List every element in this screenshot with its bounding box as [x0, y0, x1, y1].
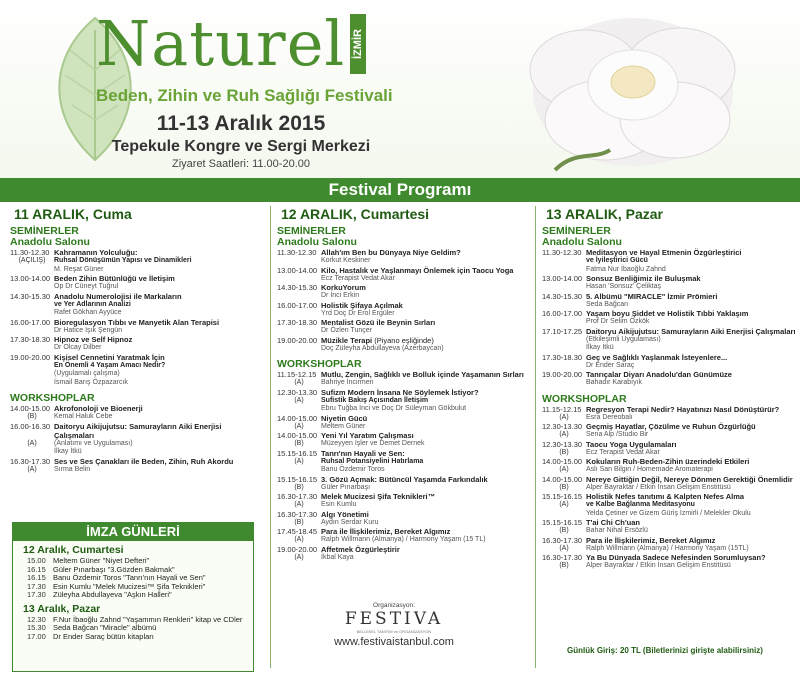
- hall-code: (A): [559, 544, 569, 552]
- session-speaker: Dr Özlen Tunçer: [321, 327, 372, 334]
- session-title: Nereye Gittiğin Değil, Nereye Dönmen Gerektiği Önemlidir: [586, 474, 793, 484]
- hall-code: (B): [559, 448, 569, 456]
- session-speaker: Bahar Nihal Ersözlü: [586, 527, 648, 534]
- session-title: 5. Albümü "MIRACLE" İzmir Prömieri: [586, 291, 718, 301]
- session-subline: [542, 466, 800, 475]
- day2-title: 12 ARALIK, Cumartesi: [281, 206, 430, 222]
- day1-seminars-heading: SEMİNERLER: [10, 225, 79, 237]
- session-time: 15.15-16.15: [277, 448, 318, 458]
- session-speaker: Ecz Terapist Vedat Akar: [586, 448, 660, 456]
- day3-seminars-heading: SEMİNERLER: [542, 225, 611, 237]
- session-title: Kokuların Ruh-Beden-Zihin üzerindeki Etkileri: [586, 457, 750, 466]
- hall-code: (A): [294, 457, 304, 465]
- session-title: Daitoryu Aikijujutsu: Samurayların Aiki Enerjisi Çalışmaları: [54, 421, 222, 440]
- session-time: 16.30-17.30: [542, 553, 583, 562]
- session-time: 14.30-15.30: [10, 291, 51, 301]
- session-title-line2: ve İyileştirici Gücü: [586, 257, 648, 264]
- seminar-item: [542, 370, 800, 379]
- seminar-item: [10, 248, 260, 257]
- signing-time: 17.30: [27, 581, 46, 591]
- session-time: 13.00-14.00: [542, 274, 583, 283]
- session-note: [10, 301, 54, 310]
- session-title: Affetmek Özgürleştirir: [321, 544, 400, 554]
- hall-code: (B): [294, 518, 304, 526]
- session-title: KorkuYorum: [321, 283, 366, 292]
- workshop-item: [542, 457, 800, 466]
- session-subline: [10, 362, 260, 371]
- day3-title: 13 ARALIK, Pazar: [546, 206, 663, 222]
- session-speaker: Prof Dr Selim Özkök: [586, 318, 650, 325]
- signing-text: Dr Ender Saraç bütün kitapları: [53, 631, 154, 641]
- seminar-item: [542, 274, 800, 283]
- session-speaker: Sena Alp /Studio Bir: [586, 431, 649, 438]
- day1-hall: Anadolu Salonu: [10, 236, 90, 248]
- session-subline: [277, 458, 535, 467]
- session-time: 16.00-17.00: [10, 317, 51, 327]
- session-title: Niyetin Gücü: [321, 413, 368, 423]
- signing-time: 17.30: [27, 590, 46, 599]
- workshop-item: [542, 553, 800, 562]
- workshop-item: [542, 422, 800, 431]
- day3-seminar-list: [542, 248, 800, 388]
- session-time: 13.00-14.00: [10, 274, 51, 283]
- session-speaker: Rafet Gökhan Ayyüce: [54, 309, 122, 316]
- session-time: 14.00-15.00: [542, 474, 583, 484]
- festival-dates: 11-13 Aralık 2015: [156, 112, 326, 135]
- signing-text: Seda Bağcan "Miracle" albümü: [53, 623, 157, 632]
- signing-time: 17.00: [27, 631, 46, 641]
- day2-workshops-heading: WORKSHOPLAR: [277, 358, 362, 370]
- workshop-item: [277, 492, 535, 501]
- seminar-item: [10, 318, 260, 327]
- workshop-item: [10, 422, 260, 440]
- session-title-note: (Piyano eşliğinde): [372, 335, 434, 345]
- session-title: Beden Zihin Bütünlüğü ve İletişim: [54, 274, 175, 283]
- session-speaker: (Uygulamalı çalışma): [54, 370, 120, 377]
- session-time: 14.00-15.00: [10, 404, 51, 413]
- session-subline: [542, 257, 800, 266]
- seminar-item: [277, 336, 535, 345]
- workshop-item: [277, 449, 535, 458]
- day1-workshop-list: [10, 404, 260, 474]
- workshop-item: [277, 475, 535, 484]
- session-time: 19.00-20.00: [542, 370, 583, 379]
- hall-code: (B): [559, 562, 569, 569]
- day2-seminar-list: [277, 248, 535, 353]
- session-time: 17.30-18.30: [277, 318, 318, 327]
- session-subline: [10, 257, 260, 266]
- session-speaker: Esra Dereobalı: [586, 413, 633, 421]
- day2-workshop-list: [277, 370, 535, 562]
- seminar-item: [277, 301, 535, 310]
- session-speaker: Ecz Terapist Vedat Akar: [321, 274, 395, 282]
- session-title: Mutlu, Zengin, Sağlıklı ve Bolluk içinde Yaşamanın Sırları: [321, 370, 524, 379]
- session-time: 16.00-17.00: [542, 309, 583, 318]
- logo-city-tag: İZMİR: [350, 14, 366, 74]
- session-time: 17.45-18.45: [277, 527, 318, 536]
- seminar-item: [542, 353, 800, 362]
- session-speaker: Esin Kumlu: [321, 501, 357, 508]
- session-subline: [542, 545, 800, 554]
- signing-row: [13, 591, 253, 600]
- session-time: 12.30-13.30: [542, 422, 583, 431]
- hall-code: (A): [559, 501, 569, 508]
- session-time: 16.30-17.30: [10, 456, 51, 466]
- day2-column: [270, 206, 535, 668]
- workshop-item: [542, 405, 800, 414]
- seminar-item: [542, 327, 800, 336]
- signing-text: Esin Kumlu "Melek Mucizesi™ Şifa Teknikleri": [53, 581, 206, 591]
- session-speaker: Bahriye İncirmen: [321, 379, 374, 386]
- seminar-item: [542, 248, 800, 257]
- session-speaker: (Etkileşimli Uygulaması): [586, 335, 661, 343]
- session-subline: [10, 413, 260, 422]
- peony-flower-image: [515, 0, 745, 178]
- session-title: Müzikle Terapi (Piyano eşliğinde): [321, 335, 434, 345]
- session-title: Algı Yönetimi: [321, 509, 369, 519]
- daily-entry-fee: Günlük Giriş: 20 TL (Biletlerinizi girişte alabilirsiniz): [567, 646, 763, 655]
- session-time: 13.00-14.00: [277, 265, 318, 275]
- workshop-item: [542, 518, 800, 527]
- seminar-item: [10, 335, 260, 344]
- workshop-item: [10, 457, 260, 466]
- session-title: Regresyon Terapi Nedir? Hayatınızı Nasıl Dönüştürür?: [586, 404, 780, 414]
- hall-code: (A): [294, 536, 304, 543]
- session-title-line2: En Önemli 4 Yaşam Amacı Nedir?: [54, 361, 166, 369]
- session-title: Melek Mucizesi Şifa Teknikleri™: [321, 492, 436, 501]
- session-speaker: Ralph Willmann (Almanya) / Harmony Yaşam (15TL): [586, 544, 749, 552]
- session-speaker: Müzeyyen İşler ve Demet Dernek: [321, 440, 425, 447]
- seminar-item: [542, 292, 800, 301]
- workshop-item: [277, 431, 535, 440]
- session-subline: [542, 431, 800, 440]
- session-title: Hipnoz ve Self Hipnoz: [54, 335, 133, 344]
- session-time: 16.30-17.30: [542, 535, 583, 545]
- hall-code: (B): [294, 483, 304, 491]
- session-speaker: Aslı San Bilgin / Homemade Aromaterapi: [586, 466, 713, 473]
- day3-column: [535, 206, 800, 668]
- session-speaker: (Anlatımı ve Uygulaması): [54, 439, 133, 447]
- session-time: 17.30-18.30: [10, 335, 51, 344]
- session-note: [10, 362, 54, 371]
- session-subline: [277, 554, 535, 563]
- session-subline: [277, 519, 535, 528]
- session-speaker: Korkut Keskiner: [321, 257, 371, 264]
- session-subline: [277, 484, 535, 493]
- session-speaker: İkbal Kaya: [321, 553, 354, 561]
- session-title: Tanrıçalar Diyarı Anadolu'dan Günümüze: [586, 370, 732, 379]
- seminar-item: [10, 353, 260, 362]
- hall-code: (A): [294, 501, 304, 508]
- session-time: 11.15-12.15: [542, 404, 582, 414]
- session-title-line2: ve Yer Adlarının Analizi: [54, 300, 131, 308]
- session-time: 15.15-16.15: [542, 518, 583, 527]
- organizer-logo: FESTIVA: [344, 609, 444, 629]
- session-title: Kahramanın Yolculuğu:: [54, 248, 138, 257]
- visiting-hours: Ziyaret Saatleri: 11.00-20.00: [172, 158, 310, 170]
- hall-code: (A): [559, 466, 569, 473]
- seminar-item: [277, 266, 535, 275]
- session-speaker: Op Dr Cüneyt Tuğrul: [54, 283, 119, 290]
- session-speaker: Bahadır Karabıyık: [586, 379, 643, 386]
- festival-venue: Tepekule Kongre ve Sergi Merkezi: [111, 138, 371, 155]
- session-subline: [277, 501, 535, 510]
- session-speaker: Dr Olcay Dilber: [54, 344, 102, 351]
- day1-seminar-list: [10, 248, 260, 387]
- session-time: 16.00-17.00: [277, 300, 318, 310]
- signing-text: Meltem Güner "Niyet Defteri": [53, 556, 150, 565]
- session-note: (AÇILIŞ): [18, 257, 46, 264]
- signing-text: F.Nur İbaoğlu Zahnd "Yaşammın Renkleri" kitap ve CDler: [53, 614, 243, 624]
- session-subline: [542, 562, 800, 571]
- session-title: Daitoryu Aikijujutsu: Samurayların Aiki Enerjisi Çalışmaları: [586, 326, 796, 336]
- session-speaker: Yrd Doç Dr Erol Ergüler: [321, 309, 395, 317]
- logo-wordmark: Naturel: [96, 7, 346, 80]
- session-time: 11.30-12.30: [277, 248, 317, 257]
- session-subline: [542, 449, 800, 458]
- session-title: Anadolu Numerolojisi ile Markaların: [54, 291, 182, 301]
- hall-code: (A): [294, 379, 304, 386]
- workshop-item: [277, 414, 535, 423]
- seminar-item: [10, 274, 260, 283]
- session-time: 17.10-17.25: [542, 326, 583, 336]
- session-title-line2: Ruhsal Potansiyelini Hatırlama: [321, 457, 424, 465]
- session-time: 11.15-12.15: [277, 370, 317, 379]
- session-title: Mentalist Gözü ile Beynin Sırları: [321, 318, 436, 327]
- session-time: 11.30-12.30: [10, 248, 50, 257]
- session-speaker: Kemal Haluk Cebe: [54, 413, 113, 420]
- organizer-label: Organizasyon:: [373, 602, 415, 609]
- session-subline: [277, 440, 535, 449]
- signing-row: [13, 633, 253, 642]
- signing-day-title: 13 Aralık, Pazar: [23, 602, 101, 615]
- session-time: 19.00-20.00: [277, 335, 318, 345]
- session-speaker: Aydın Serdar Kuru: [321, 518, 379, 526]
- hall-code: (A): [294, 553, 304, 561]
- session-title: Taocu Yoga Uygulamaları: [586, 439, 677, 449]
- session-time: 14.00-15.00: [277, 431, 318, 440]
- signing-days-title: İMZA GÜNLERİ: [13, 523, 253, 541]
- session-title: Meditasyon ve Hayal Etmenin Özgürleştirici: [586, 248, 742, 257]
- session-speaker: Seda Bağcan: [586, 300, 629, 308]
- session-time: 14.30-15.30: [277, 283, 318, 292]
- seminar-item: [10, 292, 260, 301]
- session-speaker: Ralph Willmann (Almanya) / Harmony Yaşam (15 TL): [321, 536, 486, 543]
- session-title: Geç ve Sağlıklı Yaşlanmak İsteyenlere...: [586, 352, 728, 362]
- hall-code: (B): [559, 527, 569, 534]
- session-subline: [277, 536, 535, 545]
- day3-workshops-heading: WORKSHOPLAR: [542, 392, 627, 405]
- workshop-item: [277, 527, 535, 536]
- session-time: 16.30-17.30: [277, 509, 318, 519]
- session-title: 3. Gözü Açmak: Bütüncül Yaşamda Farkındalık: [321, 474, 488, 484]
- session-speaker: Alper Bayraktar / Etkin İnsan Gelişim Enstitüsü: [586, 483, 731, 491]
- session-speaker-2: İsmail Barış Özpazarcık: [54, 378, 128, 386]
- session-subline: [542, 414, 800, 423]
- session-subline: [277, 423, 535, 432]
- signing-time: 12.30: [27, 614, 46, 624]
- session-title: Para ile İlişkilerimiz, Bereket Algımız: [321, 527, 451, 536]
- session-title: T'ai Chi Ch'uan: [586, 518, 640, 527]
- session-title: Yeni Yıl Yaratım Çalışması: [321, 431, 414, 440]
- signing-text: Züleyha Abdullayeva "Aşkın Halleri": [53, 590, 172, 599]
- session-title: Geçmiş Hayatlar, Çözülme ve Ruhun Özgürlüğü: [586, 422, 756, 431]
- session-time: 16.00-16.30: [10, 421, 51, 431]
- session-title-line2: ve Kalbe Bağlanma Meditasyonu: [586, 501, 695, 508]
- festival-subtitle: Beden, Zihin ve Ruh Sağlığı Festivali: [96, 86, 393, 105]
- session-title-line2: Ruhsal Dönüşümün Yapısı ve Dinamikleri: [54, 257, 192, 264]
- session-subline: [277, 379, 535, 388]
- session-speaker: Hasan 'Sonsuz' Çeliktaş: [586, 283, 662, 290]
- session-time: 15.15-16.15: [277, 474, 318, 484]
- day3-workshop-list: [542, 405, 800, 571]
- session-note: [542, 257, 586, 266]
- festival-header: [0, 0, 800, 178]
- workshop-item: [542, 536, 800, 545]
- signing-day-title: 12 Aralık, Cumartesi: [23, 544, 124, 556]
- session-time: 17.30-18.30: [542, 352, 583, 362]
- session-title: Kilo, Hastalık ve Yaşlanmayı Önlemek için Taocu Yoga: [321, 265, 514, 275]
- workshop-item: [277, 510, 535, 519]
- organizer-block: [334, 602, 454, 648]
- session-subline: [277, 397, 535, 406]
- session-title: Tanrı'nın Hayali ve Sen:: [321, 448, 405, 458]
- session-time: 16.30-17.30: [277, 492, 318, 501]
- session-speaker: Yelda Çetiner ve Gizem Güriş İzmirli / Melekler Okulu: [586, 509, 751, 517]
- signing-days-box: [12, 522, 254, 672]
- hall-code: (B): [294, 440, 304, 447]
- session-subline: [542, 527, 800, 536]
- session-speaker-2: İlkay İtkü: [586, 344, 614, 351]
- hall-code: (A): [27, 439, 37, 447]
- session-title: Kişisel Cennetini Yaratmak İçin: [54, 352, 165, 362]
- hall-code: (A): [559, 413, 569, 421]
- workshop-item: [542, 492, 800, 501]
- session-time: 12.30-13.30: [542, 439, 583, 449]
- day3-hall: Anadolu Salonu: [542, 236, 622, 248]
- organizer-tagline: BELGİSEL TANITIM ve ORGANİZASYON: [356, 629, 432, 634]
- session-speaker: Ebru Tuğba İnci ve Doç Dr Süleyman Gökbulut: [321, 405, 467, 412]
- hall-code: (A): [294, 422, 304, 430]
- signing-time: 15.30: [27, 623, 46, 632]
- signing-text: Güler Pınarbaşı "3.Gözden Bakmak": [53, 564, 175, 574]
- session-title-line2: Sufistik Bakış Açısından İletişim: [321, 396, 429, 404]
- signing-days-list: [13, 544, 253, 641]
- session-title: Holistik Nefes tanıtımı & Kalpten Nefes Alma: [586, 492, 745, 501]
- workshop-item: [277, 370, 535, 379]
- hall-code: (A): [27, 465, 37, 473]
- session-time: 15.15-16.15: [542, 492, 583, 501]
- seminar-item: [277, 248, 535, 257]
- session-time: 14.00-15.00: [277, 413, 318, 423]
- day1-title: 11 ARALIK, Cuma: [14, 206, 132, 222]
- session-speaker: Sırma Belin: [54, 465, 91, 473]
- workshop-item: [542, 440, 800, 449]
- session-speaker: Meltem Güner: [321, 422, 366, 430]
- session-title: Ses ve Ses Çanakları ile Beden, Zihin, Ruh Akordu: [54, 456, 234, 466]
- day2-hall: Anadolu Salonu: [277, 236, 357, 248]
- workshop-item: [277, 545, 535, 554]
- seminar-item: [542, 309, 800, 318]
- session-title: Allah'ım Ben bu Dünyaya Niye Geldim?: [321, 248, 461, 257]
- signing-time: 16.15: [27, 564, 46, 574]
- session-time: 19.00-20.00: [10, 352, 51, 362]
- session-speaker: Doç Züleyha Abdullayeva (Azerbaycan): [321, 344, 444, 352]
- hall-code: (A): [559, 431, 569, 438]
- session-title: Holistik Şifaya Açılmak: [321, 300, 403, 310]
- session-title: Akrofonoloji ve Bioenerji: [54, 404, 143, 413]
- session-title: Yaşam boyu Şiddet ve Holistik Tıbbi Yaklaşım: [586, 309, 749, 318]
- session-subline: [542, 484, 800, 493]
- session-title: Sonsuz Benliğimiz ile Buluşmak: [586, 274, 701, 283]
- session-speaker: Dr İnci Erkin: [321, 292, 360, 299]
- hall-code: (B): [27, 413, 37, 420]
- session-title: Para ile İlişkilerimiz, Bereket Algımız: [586, 535, 716, 545]
- seminar-item: [277, 283, 535, 292]
- session-time: 12.30-13.30: [277, 387, 318, 397]
- session-time: 14.30-15.30: [542, 291, 583, 301]
- day2-seminars-heading: SEMİNERLER: [277, 225, 346, 237]
- session-title: Sufizm Modern İnsana Ne Söylemek İstiyor?: [321, 387, 479, 397]
- organizer-url[interactable]: www.festivaistanbul.com: [334, 636, 454, 648]
- session-time: 19.00-20.00: [277, 544, 318, 554]
- session-speaker: Banu Özdemir Toros: [321, 466, 385, 473]
- session-subline: [10, 301, 260, 310]
- workshop-item: [542, 475, 800, 484]
- signing-time: 15.00: [27, 556, 46, 565]
- signing-text: Banu Özdemir Toros "Tanrı'nın Hayali ve Sen": [53, 573, 206, 582]
- seminar-item: [277, 318, 535, 327]
- session-speaker: Fatma Nur İbaoğlu Zahnd: [586, 265, 666, 273]
- session-title: Bioregulasyon Tıbbı ve Manyetik Alan Terapisi: [54, 317, 220, 327]
- session-subline: [542, 501, 800, 510]
- session-title: Ya Bu Dünyada Sadece Nefesinden Sorumluysan?: [586, 553, 766, 562]
- workshop-item: [277, 388, 535, 397]
- session-speaker: Dr Hatice Işık Şengün: [54, 326, 123, 334]
- session-speaker: M. Reşat Güner: [54, 265, 104, 273]
- session-speaker: Alper Bayraktar / Etkin İnsan Gelişim Enstitüsü: [586, 562, 731, 569]
- signing-time: 16.15: [27, 573, 46, 582]
- hall-code: (A): [294, 396, 304, 404]
- session-speaker: Güler Pınarbaşı: [321, 483, 371, 491]
- session-time: 14.00-15.00: [542, 457, 583, 466]
- session-speaker-2: İlkay İtkü: [54, 448, 82, 455]
- day1-workshops-heading: WORKSHOPLAR: [10, 392, 95, 404]
- session-speaker: Dr Ender Saraç: [586, 361, 635, 369]
- session-subline: [10, 466, 260, 475]
- session-time: 11.30-12.30: [542, 248, 582, 257]
- program-banner: Festival Programı: [0, 178, 800, 202]
- session-subline: [10, 440, 260, 449]
- hall-code: (B): [559, 483, 569, 491]
- workshop-item: [10, 404, 260, 413]
